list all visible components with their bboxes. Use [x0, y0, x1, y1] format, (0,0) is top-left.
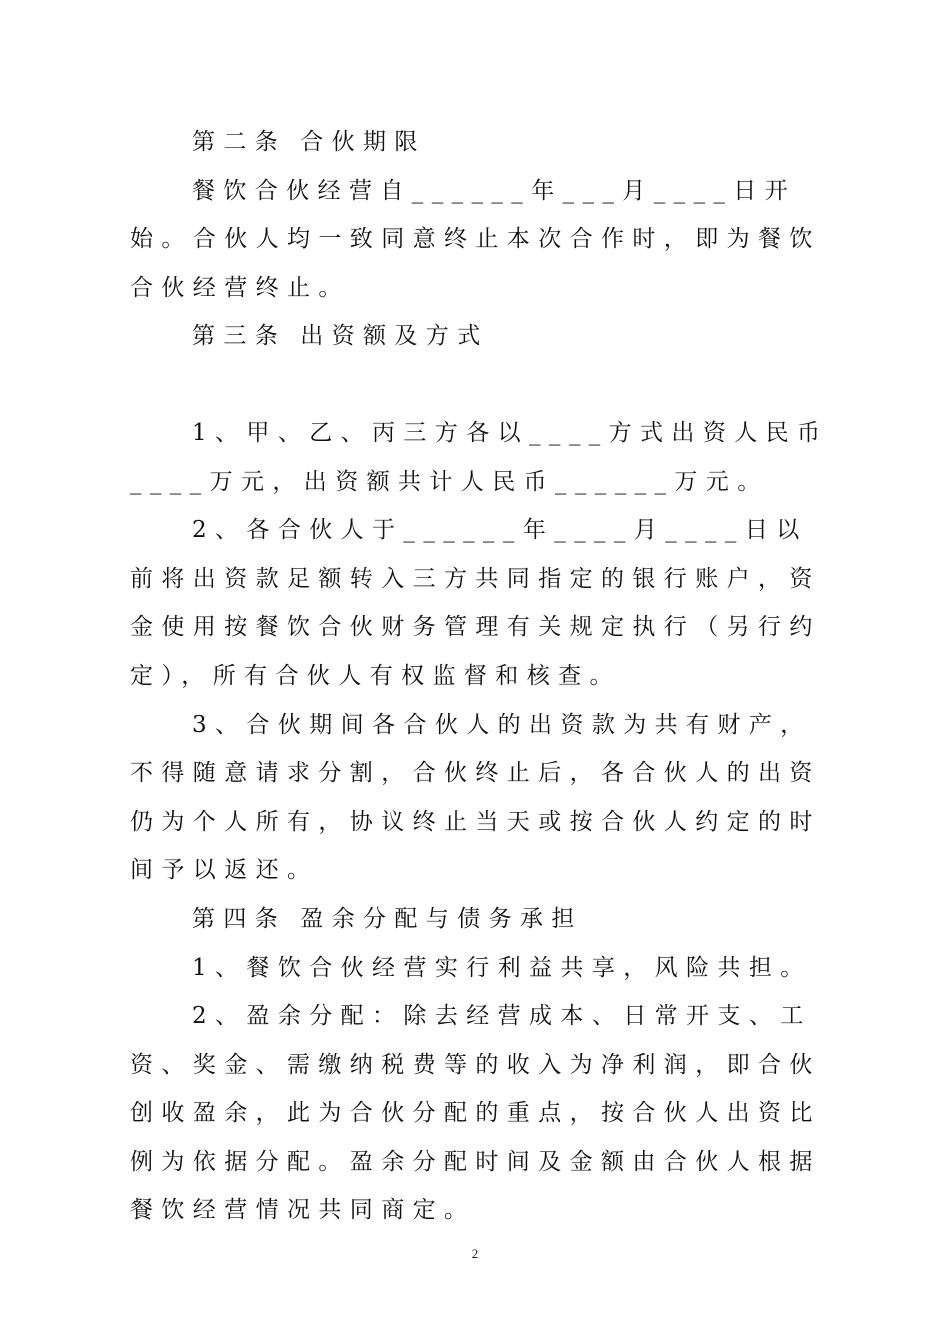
article-number: 第二条 [192, 129, 287, 155]
article-title: 合伙期限 [300, 129, 426, 155]
article-number: 第三条 [192, 323, 287, 350]
article-heading [130, 312, 830, 361]
article-number: 第四条 [192, 905, 287, 932]
paragraph: 餐饮合伙经营自______年___月____日开始。合伙人均一致同意终止本次合作时，即为餐饮合伙经营终止。 [130, 177, 821, 301]
paragraph: 2、各合伙人于______年____月____日以前将出资款足额转入三方共同指定的银行账户，资金使用按餐饮合伙财务管理有关规定执行（另行约定），所有合伙人有权监督和核查。 [130, 517, 821, 689]
paragraph: 3、合伙期间各合伙人的出资款为共有财产，不得随意请求分割，合伙终止后，各合伙人的出资仍为个人所有，协议终止当天或按合伙人约定的时间予以返还。 [130, 711, 821, 884]
document-body [130, 118, 830, 1235]
page-number: 2 [471, 1246, 479, 1261]
blank-line [130, 361, 830, 409]
article-title: 出资额及方式 [300, 323, 489, 350]
article-heading [130, 895, 830, 944]
paragraph: 1、甲、乙、丙三方各以____方式出资人民币____万元，出资额共计人民币______万元。 [130, 419, 829, 495]
paragraph: 2、盈余分配：除去经营成本、日常开支、工资、奖金、需缴纳税费等的收入为净利润，即合伙创收盈余，此为合伙分配的重点，按合伙人出资比例为依据分配。盈余分配时间及金额由合伙人根据餐饮经营情况共同商定。 [130, 1003, 821, 1224]
article-heading [130, 118, 830, 167]
article-title: 盈余分配与债务承担 [300, 905, 583, 932]
paragraph: 1、餐饮合伙经营实行利益共享，风险共担。 [192, 954, 812, 981]
